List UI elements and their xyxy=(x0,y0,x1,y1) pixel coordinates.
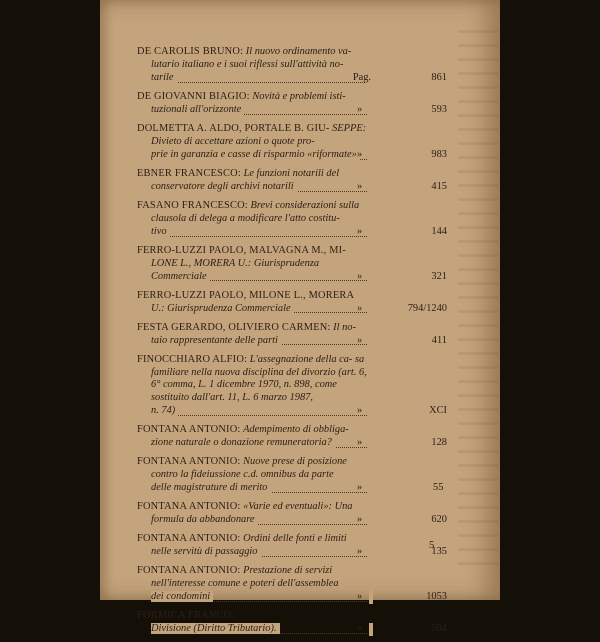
entry-last-line xyxy=(151,303,367,316)
entry-page-number: 794/1240 xyxy=(407,302,447,314)
entry-page-number: 321 xyxy=(431,270,447,282)
leader-dots xyxy=(151,415,367,416)
entry-title-end: U.: Giurisprudenza Commerciale xyxy=(151,303,294,314)
entry-last-line xyxy=(151,514,367,527)
entry-author: FERRO-LUZZI PAOLO, MALVAGNA M., MI- xyxy=(137,244,346,256)
page-marker: » xyxy=(369,104,373,117)
entry-page-number: 593 xyxy=(431,103,447,115)
entry-author: FORMICA FRANCO: xyxy=(137,610,235,622)
entry-last-line xyxy=(151,591,367,604)
entry-title-end: Commerciale xyxy=(151,271,210,282)
index-entry xyxy=(137,123,445,162)
entry-title-end: tuzionali all'orizzonte xyxy=(151,104,244,115)
index-entry xyxy=(137,245,445,284)
entry-title-end: conservatore degli archivi notarili xyxy=(151,181,297,192)
entry-title-line: LONE L., MORERA U.: Giurisprudenza xyxy=(151,257,320,269)
entry-page-number: 135 xyxy=(431,546,447,558)
index-entry xyxy=(137,354,445,419)
entry-title-line: Adempimento di obbliga- xyxy=(243,424,349,436)
entry-author: FESTA GERARDO, OLIVIERO CARMEN: xyxy=(137,321,331,333)
entry-author: FONTANA ANTONIO: xyxy=(137,533,241,545)
entry-author: FINOCCHIARO ALFIO: xyxy=(137,353,248,365)
entry-title-end: n. 74) xyxy=(151,405,178,416)
leader-dots xyxy=(151,82,367,83)
entry-title-end: taio rappresentante delle parti xyxy=(151,335,281,346)
entry-title-end: Divisione (Diritto Tributario). xyxy=(151,623,280,634)
leader-dots xyxy=(151,236,367,237)
entry-title-end: tarile xyxy=(151,72,177,83)
index-entry xyxy=(137,533,445,559)
index-entry xyxy=(137,46,445,85)
page-marker: » xyxy=(369,181,373,194)
page-marker: » xyxy=(369,303,373,316)
page-marker: » xyxy=(369,405,373,418)
entry-title-end: zione naturale o donazione remuneratoria? xyxy=(151,437,335,448)
entry-title-line: lutario italiano e i suoi riflessi sull'attività no- xyxy=(151,58,344,70)
entry-title-end: nelle servitù di passaggio xyxy=(151,546,261,557)
index-entry xyxy=(137,168,445,194)
index-entry xyxy=(137,200,445,239)
entry-last-line xyxy=(151,181,367,194)
page-marker: » xyxy=(369,514,373,527)
entry-title-end: dei condomini xyxy=(151,591,213,602)
entry-title-line: Il no- xyxy=(333,321,356,333)
page-marker: » xyxy=(369,226,373,239)
page-marker: » xyxy=(369,623,373,636)
index-entry xyxy=(137,610,445,636)
entry-author: FONTANA ANTONIO: xyxy=(137,501,241,513)
entry-page-number: 983 xyxy=(431,148,447,160)
entry-last-line xyxy=(151,226,367,239)
entry-title-end: tivo xyxy=(151,226,170,237)
entry-author: FONTANA ANTONIO: xyxy=(137,565,241,577)
page-marker: » xyxy=(369,437,373,450)
entry-title-line: sa familiare nella nuova disciplina del divorzio xyxy=(151,353,365,378)
entry-title-line: (art. 6, 6° comma, L. 1 dicembre 1970, n. 898, xyxy=(151,366,367,391)
entry-page-number: 861 xyxy=(431,71,447,83)
page-marker: Pag. xyxy=(352,71,371,83)
entry-title-line: Le funzioni notarili del xyxy=(243,167,340,179)
page-marker: » xyxy=(369,591,373,604)
entry-author: DE GIOVANNI BIAGIO: xyxy=(137,90,250,102)
entry-author: FERRO-LUZZI PAOLO, MILONE L., MORERA xyxy=(137,289,355,301)
entry-page-number: 144 xyxy=(431,225,447,237)
entry-title-line: «Varie ed eventuali»: Una xyxy=(243,501,353,513)
entry-title-line: Brevi considerazioni sulla xyxy=(250,199,360,211)
entry-last-line xyxy=(151,271,367,284)
page-marker: » xyxy=(369,271,373,284)
entry-page-number: 1053 xyxy=(426,591,447,603)
entry-title-end: prie in garanzia e casse di risparmio «riformate» xyxy=(151,149,360,160)
entry-title-line: clausola di delega a modificare l'atto costitu- xyxy=(151,212,340,224)
entry-last-line xyxy=(151,104,367,117)
page-marker: » xyxy=(369,335,373,348)
entry-last-line xyxy=(151,482,367,495)
entry-author: EBNER FRANCESCO: xyxy=(137,167,241,179)
entry-page-number: 620 xyxy=(431,514,447,526)
entry-page-number: XCI xyxy=(429,405,447,417)
page-marker: » xyxy=(369,482,373,495)
entry-last-line xyxy=(151,149,367,162)
page-marker: » xyxy=(369,546,373,559)
index-entry: FONTANA ANTONIO: Nuove prese di posizione contro la fideiussione c.d. omnibus da parte delle magistrature di merito » 55 xyxy=(137,456,444,494)
entry-last-line xyxy=(151,623,367,636)
index-entry xyxy=(137,290,445,316)
entry-last-line xyxy=(151,437,367,450)
index-entry xyxy=(137,91,445,117)
entry-title-line: SEPPE: Divieto di accettare azioni o quote pro- xyxy=(151,122,367,147)
entry-author: FONTANA ANTONIO: xyxy=(137,456,241,468)
entry-title-line: L'assegnazione della ca- xyxy=(249,353,353,365)
entry-title-line: contro la fideiussione c.d. omnibus da parte xyxy=(151,469,334,481)
entry-title-line: Novità e problemi isti- xyxy=(252,90,346,102)
entry-author: DOLMETTA A. ALDO, PORTALE B. GIU- xyxy=(137,122,330,134)
show-through-text xyxy=(458,30,498,570)
page-marker: » xyxy=(369,149,373,162)
index-entries xyxy=(137,46,445,642)
entry-page-number: 504 xyxy=(431,623,447,635)
entry-title-line: Prestazione di servizi xyxy=(243,565,333,577)
entry-title-line: Ordini delle fonti e limiti xyxy=(243,533,347,545)
index-entry xyxy=(137,424,445,450)
entry-last-line xyxy=(151,546,367,559)
index-entry xyxy=(137,501,445,527)
index-entry xyxy=(137,322,445,348)
index-entry xyxy=(137,565,445,604)
entry-title-end: delle magistrature di merito xyxy=(151,482,271,493)
entry-title-line: come sostituito dall'art. 11, L. 6 marzo 1987, xyxy=(151,379,337,404)
entry-title-line: Nuove prese di posizione xyxy=(243,456,347,468)
entry-title-line: Il nuovo ordinamento va- xyxy=(245,46,352,57)
entry-page-number: 411 xyxy=(431,334,447,346)
entry-title-line: nell'interesse comune e poteri dell'assemblea xyxy=(151,578,339,590)
entry-page-number: 415 xyxy=(431,180,447,192)
entry-author: FASANO FRANCESCO: xyxy=(137,199,248,211)
entry-last-line xyxy=(151,72,367,85)
book-page xyxy=(100,0,500,635)
entry-title-end: formula da abbandonare xyxy=(151,514,258,525)
entry-page-number: 128 xyxy=(431,437,447,449)
entry-last-line xyxy=(151,335,367,348)
entry-last-line xyxy=(151,405,367,418)
entry-author: DE CAROLIS BRUNO: xyxy=(137,46,244,57)
entry-author: FONTANA ANTONIO: xyxy=(137,424,241,436)
page-number: 5 xyxy=(429,540,435,551)
